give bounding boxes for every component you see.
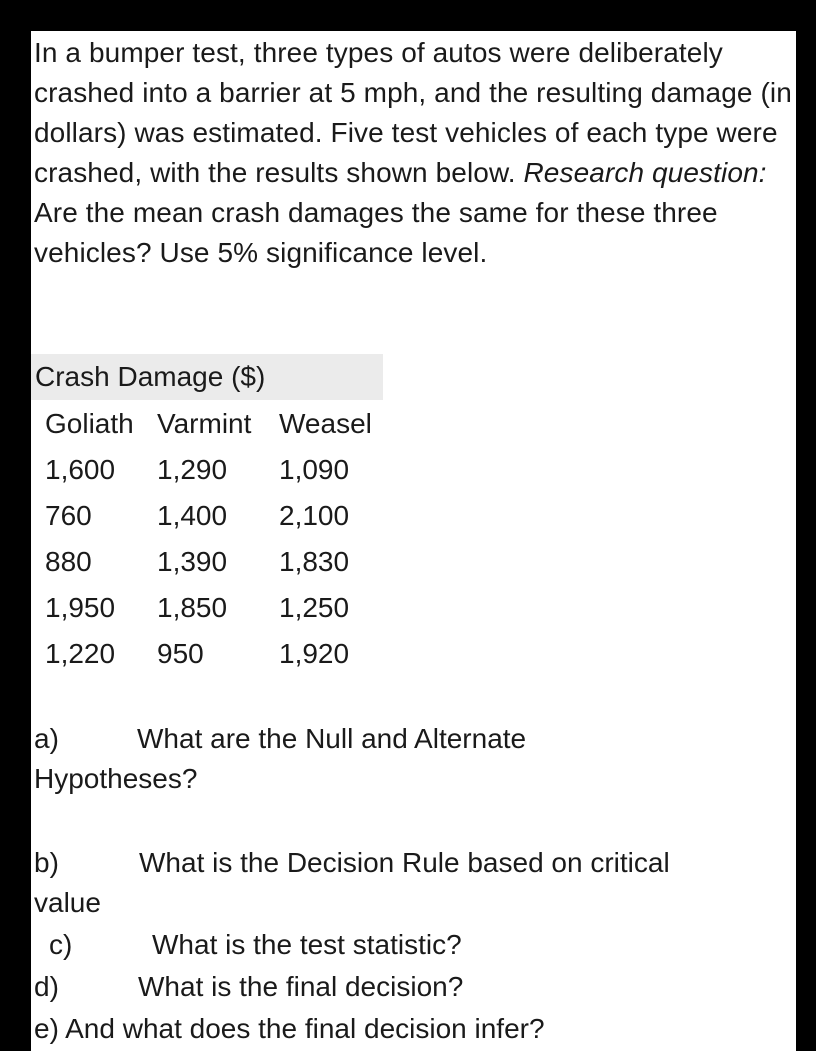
question-a xyxy=(34,719,526,759)
table-row xyxy=(45,493,391,539)
question-a-letter: a) xyxy=(34,723,59,754)
intro-text-2: Are the mean crash damages the same for these three vehicles? Use 5% significance level. xyxy=(34,197,718,268)
table-cell: 1,090 xyxy=(279,454,350,485)
table-cell: 1,400 xyxy=(157,500,228,531)
table-row xyxy=(45,585,391,631)
question-b-text: What is the Decision Rule based on critical xyxy=(139,847,670,878)
problem-statement xyxy=(34,33,794,273)
question-b-letter: b) xyxy=(34,847,59,878)
table-cell: 1,830 xyxy=(279,546,350,577)
table-row xyxy=(45,539,391,585)
table-cell: 950 xyxy=(157,638,204,669)
table-cell: 880 xyxy=(45,546,92,577)
table-cell: 1,600 xyxy=(45,454,116,485)
question-b xyxy=(34,843,670,883)
question-b-continued: value xyxy=(34,887,101,918)
crash-damage-table xyxy=(45,401,391,677)
table-cell: 1,290 xyxy=(157,454,228,485)
intro-text-1: In a bumper test, three types of autos were deliberately crashed into a barrier at 5 mph, and the resulting damage (in dollars) was estimated. Five test vehicles of each type were crashed, with the results shown below. xyxy=(34,37,792,188)
table-cell: 1,850 xyxy=(157,592,228,623)
table-row xyxy=(45,631,391,677)
table-row xyxy=(45,447,391,493)
table-cell: 1,950 xyxy=(45,592,116,623)
question-e: e) And what does the final decision infer? xyxy=(34,1013,545,1044)
table-caption: Crash Damage ($) xyxy=(31,354,383,400)
table-cell: 2,100 xyxy=(279,500,350,531)
column-header-goliath: Goliath xyxy=(45,408,134,439)
question-d xyxy=(34,967,463,1007)
table-cell: 1,390 xyxy=(157,546,228,577)
table-cell: 1,920 xyxy=(279,638,350,669)
question-d-letter: d) xyxy=(34,971,59,1002)
document-page xyxy=(31,31,796,1051)
table-cell: 1,220 xyxy=(45,638,116,669)
column-header-weasel: Weasel xyxy=(279,408,372,439)
table-cell: 1,250 xyxy=(279,592,350,623)
question-d-text: What is the final decision? xyxy=(138,971,464,1002)
question-a-text: What are the Null and Alternate xyxy=(137,723,527,754)
table-header-row xyxy=(45,401,391,447)
question-c-text: What is the test statistic? xyxy=(152,929,462,960)
question-a-continued: Hypotheses? xyxy=(34,763,198,794)
question-c xyxy=(49,925,462,965)
column-header-varmint: Varmint xyxy=(157,408,252,439)
research-question-label: Research question: xyxy=(523,157,767,188)
question-c-letter: c) xyxy=(49,929,73,960)
table-cell: 760 xyxy=(45,500,92,531)
